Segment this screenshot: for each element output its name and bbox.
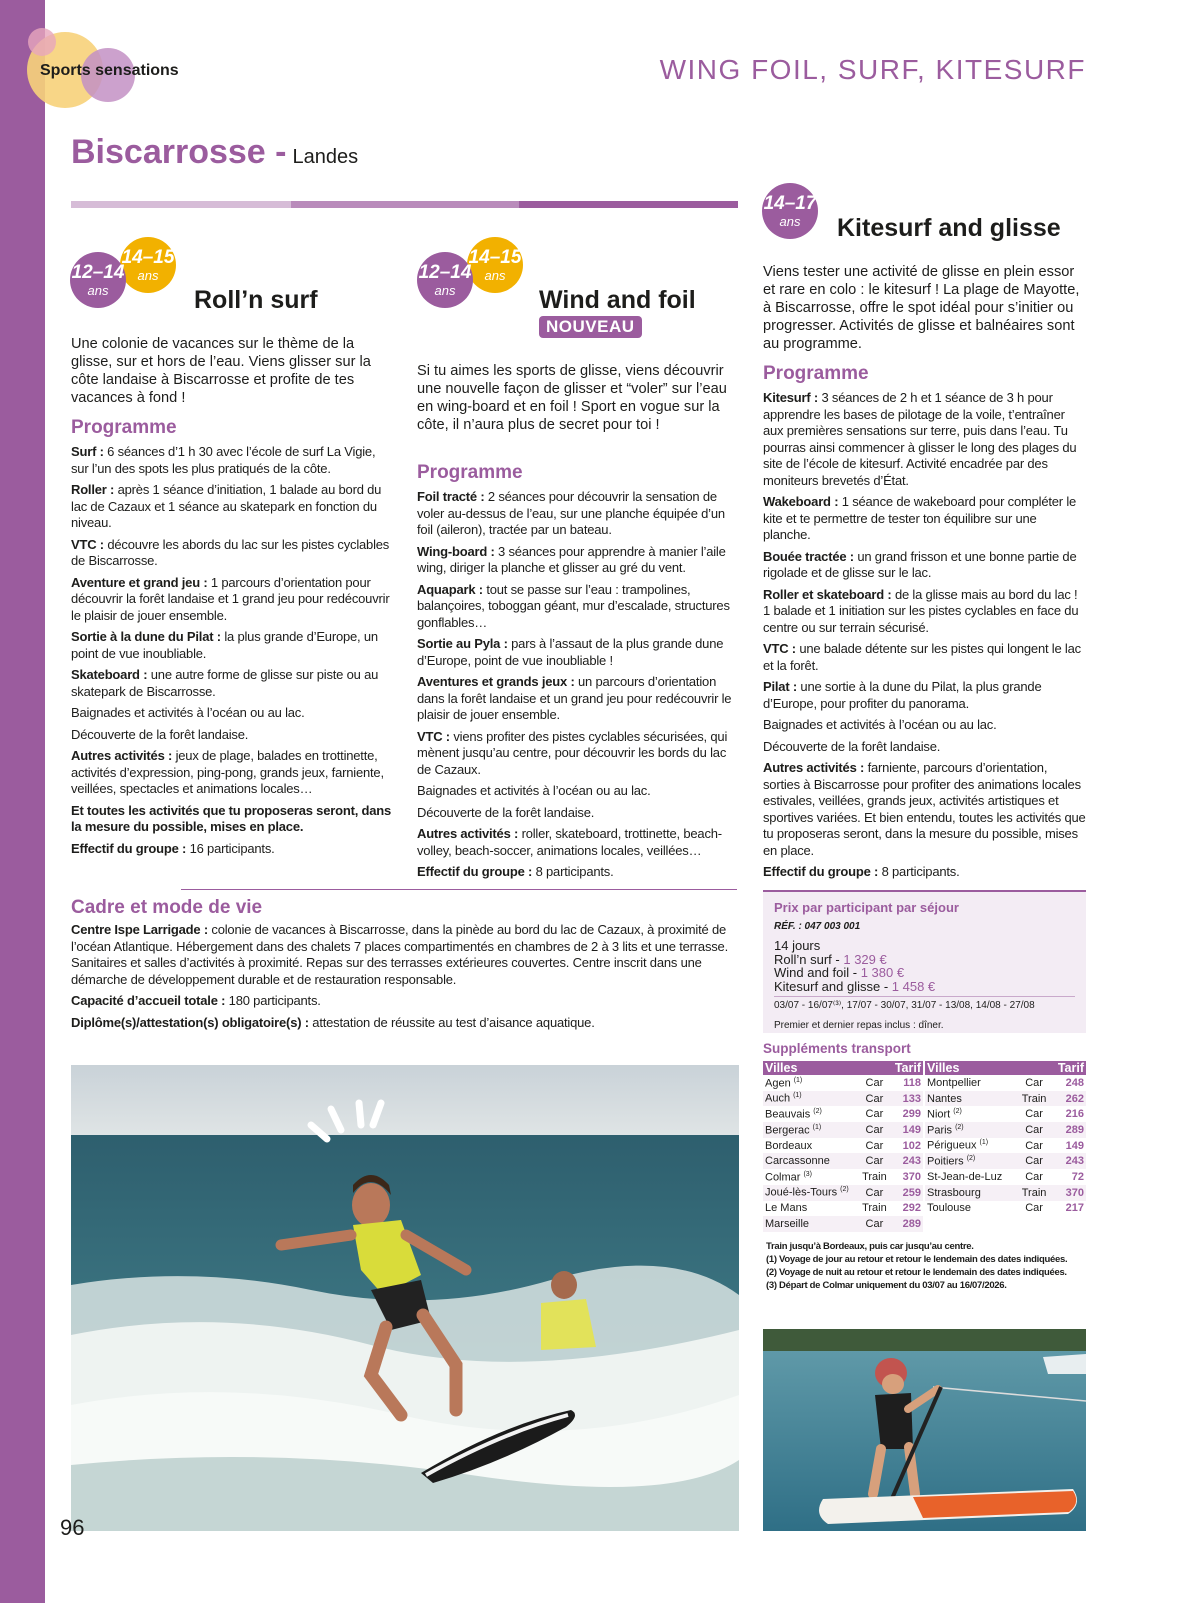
item-text: viens profiter des pistes cyclables sécurisées, qui mènent jusqu’au centre, pour découvrir les bords du lac de Cazaux. (417, 728, 728, 777)
item-label: VTC : (417, 728, 450, 744)
programme-item (417, 582, 741, 632)
item-label: Sortie au Pyla : (417, 636, 508, 651)
city-name: Bergerac (765, 1124, 810, 1137)
price-camp: Roll’n surf - (774, 951, 844, 967)
item-text: 8 participants. (532, 864, 614, 879)
item-label: Centre Ispe Larrigade : (71, 922, 208, 937)
item-label: VTC : (763, 641, 796, 656)
city-name: Toulouse (927, 1202, 972, 1215)
item-label: Effectif du groupe : (417, 864, 533, 879)
table-row (763, 1091, 923, 1107)
transport-price: 149 (1065, 1139, 1084, 1152)
gradient-rule (291, 201, 519, 208)
item-text: un grand frisson et une bonne partie de rigolade et de glisse sur le lac. (763, 548, 1077, 580)
table-row (925, 1106, 1086, 1122)
programme-heading: Programme (417, 462, 523, 483)
transport-price: 289 (1051, 1122, 1086, 1138)
item-text: 180 participants. (225, 993, 321, 1008)
item-text: 3 séances de 2 h et 1 séance de 3 h pour apprendre les bases de pilotage de la voile, t’entraîner aux premières sensations sur terre, puis dans l’eau. Tu pourras ainsi commencer à glisser le long des plages du site de l’école de kitesurf. Activité encadrée par des moniteurs brevetés d’État. (763, 390, 1077, 488)
transport-mode: Car (1025, 1108, 1043, 1121)
surfer-illustration (71, 1065, 739, 1531)
programme-item (71, 705, 395, 722)
city-cell (925, 1138, 1017, 1154)
transport-notes (766, 1240, 1067, 1292)
transport-mode: Car (859, 1216, 890, 1232)
age-badge (467, 237, 523, 293)
transport-mode: Car (865, 1076, 884, 1089)
city-cell (763, 1106, 859, 1122)
cadre-list (71, 922, 739, 1036)
table-row (925, 1169, 1086, 1185)
table-row (925, 1201, 1086, 1217)
item-label: Autres activités : (763, 760, 865, 775)
divider (181, 889, 737, 890)
price-heading: Prix par participant par séjour (774, 900, 959, 915)
price-line (774, 980, 1075, 994)
note-line: (1) Voyage de jour au retour et retour le lendemain des dates indiquées. (766, 1254, 1068, 1265)
programme-heading: Programme (763, 363, 869, 384)
transport-mode: Train (862, 1202, 887, 1215)
programme-list (417, 489, 741, 886)
city-note: (2) (955, 1123, 964, 1131)
programme-item (763, 390, 1087, 489)
item-label: Bouée tractée : (763, 548, 854, 564)
transport-mode: Car (865, 1139, 884, 1152)
programme-item (417, 544, 741, 577)
city-note: (2) (966, 1154, 976, 1162)
transport-mode: Car (865, 1108, 884, 1121)
city-cell (925, 1075, 1017, 1091)
programme-item (763, 864, 1087, 881)
programme-item (71, 629, 395, 662)
age-unit: ans (434, 283, 456, 298)
price-lines (774, 939, 1075, 993)
transport-mode: Car (1025, 1139, 1043, 1152)
programme-item (71, 748, 395, 798)
session-dates: 03/07 - 16/07⁽³⁾, 17/07 - 30/07, 31/07 - 13/08, 14/08 - 27/08 (774, 996, 1075, 1011)
col-price: Tarif (1051, 1061, 1086, 1075)
item-text: attestation de réussite au test d’aisance aquatique. (308, 1014, 595, 1030)
page-number: 96 (60, 1515, 85, 1540)
price-camp: Wind and foil - (774, 965, 861, 980)
item-label: Et toutes les activités que tu proposeras seront, dans la mesure du possible, mises en place. (71, 802, 392, 834)
programme-item (71, 993, 739, 1010)
transport-price: 259 (890, 1185, 923, 1201)
table-row (925, 1153, 1086, 1169)
left-sidebar-band (0, 0, 45, 1603)
reference-code: RÉF. : 047 003 001 (774, 921, 861, 932)
programme-list (763, 390, 1087, 886)
item-text: colonie de vacances à Biscarrosse, dans la pinède au bord du lac de Cazaux, à proximité de l’océan Atlantique. Hébergement dans des chalets 7 places compartimentés en chambres de 2 à 3 lits et une terrasse. Sanitaires et salles d’activités à proximité. Repas sur des terrasses extérieures couvertes. Centre inscrit dans une démarche de développement durable et de restauration responsable. (71, 922, 728, 987)
item-text: découvre les abords du lac sur les pistes cyclables de Biscarrosse. (71, 536, 390, 568)
programme-item (417, 674, 741, 724)
note-line: (3) Départ de Colmar uniquement du 03/07 au 16/07/2026. (766, 1280, 1007, 1291)
price-line (774, 966, 1075, 980)
transport-mode: Train (1017, 1091, 1050, 1107)
city-name: Carcassonne (765, 1155, 830, 1168)
city-cell (925, 1185, 1017, 1201)
city-cell (763, 1216, 859, 1232)
city-name: Périgueux (927, 1139, 977, 1152)
transport-mode: Car (1017, 1122, 1050, 1138)
city-name: Marseille (765, 1218, 810, 1231)
city-cell (925, 1122, 1017, 1138)
duration: 14 jours (774, 938, 821, 953)
item-label: VTC : (71, 536, 104, 552)
city-name: Beauvais (765, 1108, 811, 1121)
transport-mode: Car (1025, 1076, 1043, 1089)
city-note: (2) (813, 1107, 822, 1115)
programme-item (71, 803, 395, 836)
item-text: 2 séances pour découvrir la sensation de voler au-dessus de l’eau, sur une planche équipée d’un foil (aileron), tractée par un bateau. (417, 489, 725, 537)
city-cell (763, 1153, 859, 1169)
item-label: Aquapark : (417, 581, 483, 597)
programme-item (763, 549, 1087, 582)
transport-price: 299 (902, 1108, 921, 1121)
city-cell (925, 1201, 1017, 1217)
transport-price: 289 (890, 1216, 923, 1232)
table-row (763, 1201, 923, 1217)
programme-item (417, 489, 741, 539)
item-label: Effectif du groupe : (763, 864, 879, 879)
item-text: Baignades et activités à l’océan ou au lac. (417, 783, 651, 798)
transport-mode: Car (1017, 1153, 1050, 1169)
programme-item (71, 482, 395, 532)
section-logo-circle (28, 28, 56, 56)
programme-item (417, 826, 741, 859)
table-row (763, 1122, 923, 1138)
city-note: (1) (979, 1139, 989, 1147)
wakeboard-illustration (763, 1329, 1086, 1531)
item-label: Diplôme(s)/attestation(s) obligatoire(s) : (71, 1014, 309, 1030)
city-name: Niort (927, 1108, 951, 1121)
item-text: Baignades et activités à l’océan ou au lac. (763, 717, 997, 732)
transport-mode: Train (862, 1170, 887, 1183)
item-text: roller, skateboard, trottinette, beach-volley, beach-soccer, animations locales, veillées… (417, 826, 722, 858)
item-label: Effectif du groupe : (71, 840, 187, 856)
city-name: Nantes (927, 1092, 962, 1105)
col-price: Tarif (890, 1061, 923, 1075)
age-unit: ans (484, 268, 506, 283)
gradient-rule (519, 201, 738, 208)
city-name: Paris (927, 1124, 953, 1137)
programme-item (71, 1015, 739, 1032)
surfer-photo (71, 1065, 739, 1531)
table-row (925, 1185, 1086, 1201)
item-text: jeux de plage, balades en trottinette, activités d’expression, ping-pong, grands jeux, farniente, veillées, spectacles et animations locales… (71, 748, 384, 796)
city-name: Montpellier (927, 1076, 981, 1089)
section-label: Sports sensations (40, 62, 179, 79)
city-name: Poitiers (927, 1155, 964, 1168)
price-camp: Kitesurf and glisse - (774, 978, 892, 994)
programme-item (417, 805, 741, 822)
transport-price: 370 (1051, 1185, 1086, 1201)
programme-item (71, 922, 739, 988)
city-cell (763, 1201, 859, 1217)
age-unit: ans (87, 283, 109, 298)
table-row (925, 1075, 1086, 1091)
item-text: 6 séances d’1 h 30 avec l’école de surf La Vigie, sur l’un des spots les plus pratiqués de la côte. (71, 444, 376, 476)
programme-item (417, 636, 741, 669)
item-label: Aventures et grands jeux : (417, 674, 575, 689)
city-name: St-Jean-de-Luz (927, 1170, 1003, 1183)
item-text: 1 séance de wakeboard pour compléter le kite et te permettre de tester ton équilibre sur une planche. (763, 494, 1077, 542)
age-unit: ans (137, 268, 159, 283)
price-value: 1 458 € (891, 978, 936, 994)
camp-title: Kitesurf and glisse (837, 214, 1061, 242)
age-badge (70, 252, 126, 308)
transport-price: 118 (903, 1076, 921, 1089)
item-text: Découverte de la forêt landaise. (417, 804, 595, 820)
transport-price: 243 (1051, 1153, 1086, 1169)
item-text: 8 participants. (878, 864, 960, 879)
item-label: Pilat : (763, 679, 797, 694)
city-cell (763, 1091, 859, 1107)
item-label: Autres activités : (417, 826, 519, 841)
city-cell (925, 1169, 1017, 1185)
programme-item (71, 841, 395, 858)
item-text: Découverte de la forêt landaise. (71, 726, 249, 742)
programme-item (417, 783, 741, 800)
city-cell (925, 1153, 1017, 1169)
table-row (925, 1091, 1086, 1107)
item-text: un parcours d’orientation dans la forêt landaise et un grand jeu pour redécouvrir le plaisir de jouer ensemble. (417, 674, 732, 722)
region-name: Landes (292, 146, 359, 168)
transport-price: 72 (1071, 1170, 1084, 1183)
item-label: Capacité d’accueil totale : (71, 993, 226, 1008)
item-label: Autres activités : (71, 748, 173, 763)
note-line: Train jusqu’à Bordeaux, puis car jusqu’au centre. (766, 1241, 974, 1252)
transport-table-left (763, 1061, 923, 1232)
programme-item (71, 667, 395, 700)
table-row (763, 1216, 923, 1232)
col-city: Villes (925, 1061, 1051, 1075)
table-row (763, 1106, 923, 1122)
item-label: Wakeboard : (763, 494, 839, 509)
category-heading: WING FOIL, SURF, KITESURF (659, 54, 1086, 85)
age-badge (762, 183, 818, 239)
programme-list (71, 444, 395, 862)
item-text: 3 séances pour apprendre à manier l’aile wing, diriger la planche et glisser au gré du vent. (417, 543, 726, 575)
city-cell (763, 1185, 859, 1201)
programme-item (763, 760, 1087, 859)
transport-price: 133 (890, 1091, 923, 1107)
programme-item (71, 575, 395, 625)
city-note: (1) (793, 1076, 803, 1084)
table-row (763, 1169, 923, 1185)
item-text: 16 participants. (186, 840, 275, 856)
programme-item (71, 537, 395, 570)
programme-item (763, 587, 1087, 637)
camp-intro: Une colonie de vacances sur le thème de la glisse, sur et hors de l’eau. Viens glisser sur la côte landaise à Biscarrosse et profite de tes vacances à fond ! (71, 336, 371, 406)
price-value: 1 380 € (860, 965, 905, 980)
city-note: (2) (840, 1186, 849, 1194)
age-badge (417, 252, 473, 308)
destination-name: Biscarrosse - (71, 133, 287, 171)
item-label: Aventure et grand jeu : (71, 574, 208, 590)
item-text: la plus grande d’Europe, un point de vue inoubliable. (71, 629, 378, 661)
city-name: Strasbourg (927, 1186, 981, 1199)
age-range: 14–15 (468, 247, 522, 268)
city-cell (763, 1138, 859, 1154)
city-cell (763, 1169, 859, 1185)
transport-price: 248 (1065, 1076, 1084, 1089)
item-label: Skateboard : (71, 667, 148, 682)
programme-item (417, 864, 741, 881)
transport-price: 216 (1065, 1108, 1084, 1121)
item-text: une sortie à la dune du Pilat, la plus grande d’Europe, pour profiter du panorama. (763, 679, 1042, 711)
cadre-heading: Cadre et mode de vie (71, 897, 263, 918)
transport-price: 102 (902, 1139, 921, 1152)
item-text: une balade détente sur les pistes qui longent le lac et la forêt. (763, 641, 1081, 673)
item-text: de la glisse mais au bord du lac ! 1 balade et 1 initiation sur les pistes cyclables en face du centre ou sur terrain sécurisé. (763, 586, 1079, 635)
item-text: 1 parcours d’orientation pour découvrir la forêt landaise et 1 grand jeu pour redécouvrir le plaisir de jouer ensemble. (71, 574, 390, 623)
programme-item (763, 494, 1087, 544)
age-range: 14–15 (121, 247, 175, 268)
city-name: Agen (765, 1077, 791, 1090)
age-range: 12–14 (71, 262, 125, 283)
programme-item (763, 717, 1087, 734)
item-text: farniente, parcours d’orientation, sorties à Biscarrosse pour profiter des animations locales estivales, veillées, grands jeux, activités artistiques et sportives variées. Et bien entendu, toutes les activités que tu proposeras seront, dans la mesure du possible, mises en place. (763, 760, 1086, 858)
city-cell (763, 1075, 859, 1091)
programme-heading: Programme (71, 417, 177, 438)
city-name: Le Mans (765, 1202, 808, 1215)
col-city: Villes (763, 1061, 890, 1075)
transport-price: 262 (1051, 1091, 1086, 1107)
item-text: une autre forme de glisse sur piste ou au skatepark de Biscarrosse. (71, 667, 379, 699)
transport-price: 149 (890, 1122, 923, 1138)
age-unit: ans (779, 214, 801, 229)
item-label: Kitesurf : (763, 390, 819, 405)
table-row (763, 1138, 923, 1154)
city-note: (1) (793, 1092, 802, 1100)
transport-mode: Train (1017, 1185, 1050, 1201)
city-name: Joué-lès-Tours (765, 1186, 838, 1199)
age-badge (120, 237, 176, 293)
transport-price: 370 (902, 1170, 921, 1183)
price-box (763, 890, 1086, 1033)
city-note: (3) (803, 1170, 813, 1178)
transport-price: 217 (1065, 1202, 1084, 1215)
gradient-rule (71, 201, 291, 208)
page-title (71, 133, 358, 172)
item-label: Sortie à la dune du Pilat : (71, 629, 221, 644)
item-text: Découverte de la forêt landaise. (763, 738, 941, 754)
camp-title: Wind and foil (539, 286, 696, 314)
city-name: Auch (765, 1092, 791, 1105)
item-label: Wing-board : (417, 543, 495, 559)
price-line (774, 953, 1075, 967)
wakeboard-photo (763, 1329, 1086, 1531)
city-note: (2) (953, 1107, 962, 1115)
price-value: 1 329 € (843, 951, 887, 967)
transport-mode: Car (859, 1122, 890, 1138)
city-name: Bordeaux (765, 1139, 813, 1152)
transport-mode: Car (1025, 1202, 1043, 1215)
programme-item (71, 727, 395, 744)
transport-price: 243 (890, 1153, 923, 1169)
age-range: 14–17 (763, 193, 817, 214)
transport-mode: Car (1025, 1170, 1043, 1183)
item-text: pars à l’assaut de la plus grande dune d’Europe, point de vue inoubliable ! (417, 636, 724, 668)
table-row (763, 1185, 923, 1201)
item-label: Roller : (71, 482, 115, 497)
city-note: (1) (812, 1123, 822, 1131)
programme-item (417, 729, 741, 779)
table-row (925, 1138, 1086, 1154)
programme-item (763, 641, 1087, 674)
camp-intro: Si tu aimes les sports de glisse, viens découvrir une nouvelle façon de glisser et “voler” sur l’eau en wing-board et en foil ! Sport en vogue sur la côte, il n’aura plus de secret pour toi ! (417, 363, 727, 433)
item-label: Roller et skateboard : (763, 586, 892, 602)
programme-item (763, 739, 1087, 756)
note-line: (2) Voyage de nuit au retour et retour le lendemain des dates indiquées. (766, 1267, 1067, 1278)
item-text: tout se passe sur l’eau : trampolines, balançoires, toboggan géant, mur d’escalade, structures gonflables… (417, 581, 730, 630)
transport-table-right (925, 1061, 1086, 1216)
camp-intro: Viens tester une activité de glisse en plein essor et rare en colo : le kitesurf ! La plage de Mayotte, à Biscarrosse, offre le spot idéal pour s’initier ou progresser. Activités de glisse et balnéaires sont au programme. (763, 264, 1080, 352)
transport-mode: Car (859, 1153, 890, 1169)
age-range: 12–14 (418, 262, 472, 283)
table-row (763, 1153, 923, 1169)
table-row (763, 1075, 923, 1091)
city-cell (763, 1122, 859, 1138)
new-badge: NOUVEAU (539, 316, 642, 338)
programme-item (71, 444, 395, 477)
item-text: après 1 séance d’initiation, 1 balade au bord du lac de Cazaux et 1 séance au skatepark en fonction du niveau. (71, 482, 382, 530)
transport-mode: Car (859, 1185, 890, 1201)
transport-mode: Car (859, 1091, 890, 1107)
city-cell (925, 1091, 1017, 1107)
meals-info: Premier et dernier repas inclus : dîner. (774, 1020, 944, 1031)
camp-title: Roll’n surf (194, 286, 318, 314)
table-row (925, 1122, 1086, 1138)
city-cell (925, 1106, 1017, 1122)
item-label: Foil tracté : (417, 489, 485, 504)
item-label: Surf : (71, 444, 104, 459)
transport-price: 292 (902, 1202, 921, 1215)
item-text: Baignades et activités à l’océan ou au lac. (71, 705, 305, 720)
transport-heading: Suppléments transport (763, 1041, 911, 1056)
city-name: Colmar (765, 1171, 801, 1184)
programme-item (763, 679, 1087, 712)
